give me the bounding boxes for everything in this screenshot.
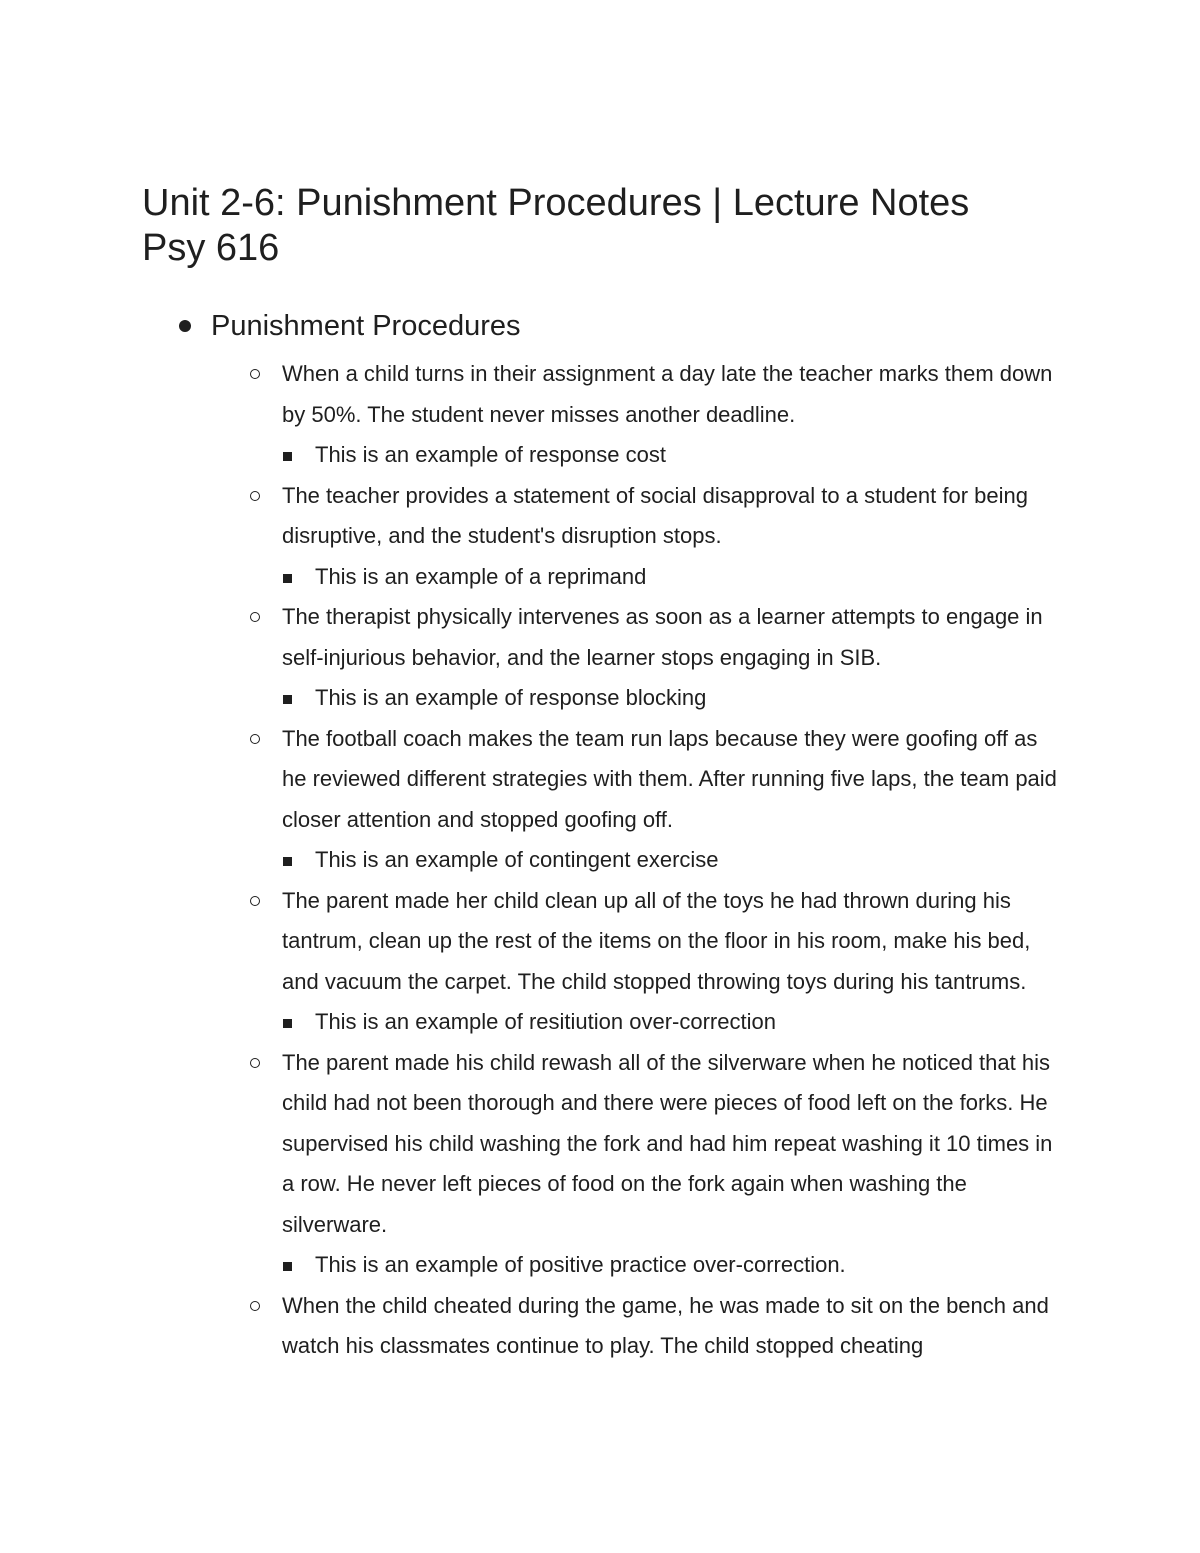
example-answer: This is an example of a reprimand	[315, 563, 647, 589]
sub-list-item	[245, 1002, 1065, 1043]
list-item	[245, 1043, 1065, 1246]
example-answer: This is an example of response blocking	[315, 685, 707, 710]
sub-list-item	[245, 840, 1065, 881]
sub-list-item	[245, 557, 1065, 598]
example-text: When the child cheated during the game, he was made to sit on the bench and watch his classmates continue to play. The child stopped cheating	[282, 1292, 1049, 1358]
hollow-bullet-icon	[250, 1301, 260, 1311]
example-answer: This is an example of contingent exercise	[315, 847, 719, 872]
filled-bullet-icon	[179, 320, 191, 332]
sub-list-item	[245, 1245, 1065, 1286]
sub-list-item	[245, 435, 1065, 476]
list-item	[245, 354, 1065, 435]
list-item	[245, 597, 1065, 678]
sub-list-item	[245, 678, 1065, 719]
example-answer: This is an example of resitiution over-correction	[315, 1009, 776, 1034]
square-bullet-icon	[283, 452, 292, 461]
section-heading-row	[177, 306, 1077, 346]
list-item	[245, 881, 1065, 1003]
list-item	[245, 476, 1065, 557]
hollow-bullet-icon	[250, 1058, 260, 1068]
list-item	[245, 719, 1065, 841]
example-list	[245, 354, 1065, 1367]
section-punishment-procedures	[177, 306, 1077, 346]
square-bullet-icon	[283, 1262, 292, 1271]
example-answer: This is an example of response cost	[315, 442, 666, 467]
example-answer: This is an example of positive practice over-correction.	[315, 1252, 846, 1277]
example-text: The therapist physically intervenes as soon as a learner attempts to engage in self-injurious behavior, and the learner stops engaging in SIB.	[282, 604, 1043, 670]
square-bullet-icon	[283, 1019, 292, 1028]
section-heading: Punishment Procedures	[211, 310, 521, 342]
example-text: The parent made her child clean up all of the toys he had thrown during his tantrum, clean up the rest of the items on the floor in his room, make his bed, and vacuum the carpet. The child stopped throwing toys during his tantrums.	[282, 887, 1031, 994]
list-item	[245, 1286, 1065, 1367]
square-bullet-icon	[283, 857, 292, 866]
hollow-bullet-icon	[250, 491, 260, 501]
example-text: The parent made his child rewash all of the silverware when he noticed that his child had not been thorough and there were pieces of food left on the forks. He supervised his child washing the fork and had him repeat washing it 10 times in a row. He never left pieces of food on the fork again when washing the silverware.	[282, 1049, 1053, 1237]
hollow-bullet-icon	[250, 612, 260, 622]
example-text: The football coach makes the team run laps because they were goofing off as he reviewed different strategies with them. After running five laps, the team paid closer attention and stopped goofing off.	[282, 725, 1057, 832]
hollow-bullet-icon	[250, 896, 260, 906]
document-title: Unit 2-6: Punishment Procedures | Lecture Notes Psy 616	[142, 182, 970, 269]
example-text: The teacher provides a statement of social disapproval to a student for being disruptive, and the student's disruption stops.	[282, 482, 1028, 548]
hollow-bullet-icon	[250, 369, 260, 379]
square-bullet-icon	[283, 695, 292, 704]
hollow-bullet-icon	[250, 734, 260, 744]
square-bullet-icon	[283, 574, 292, 583]
example-text: When a child turns in their assignment a day late the teacher marks them down by 50%. The student never misses another deadline.	[282, 361, 1053, 427]
